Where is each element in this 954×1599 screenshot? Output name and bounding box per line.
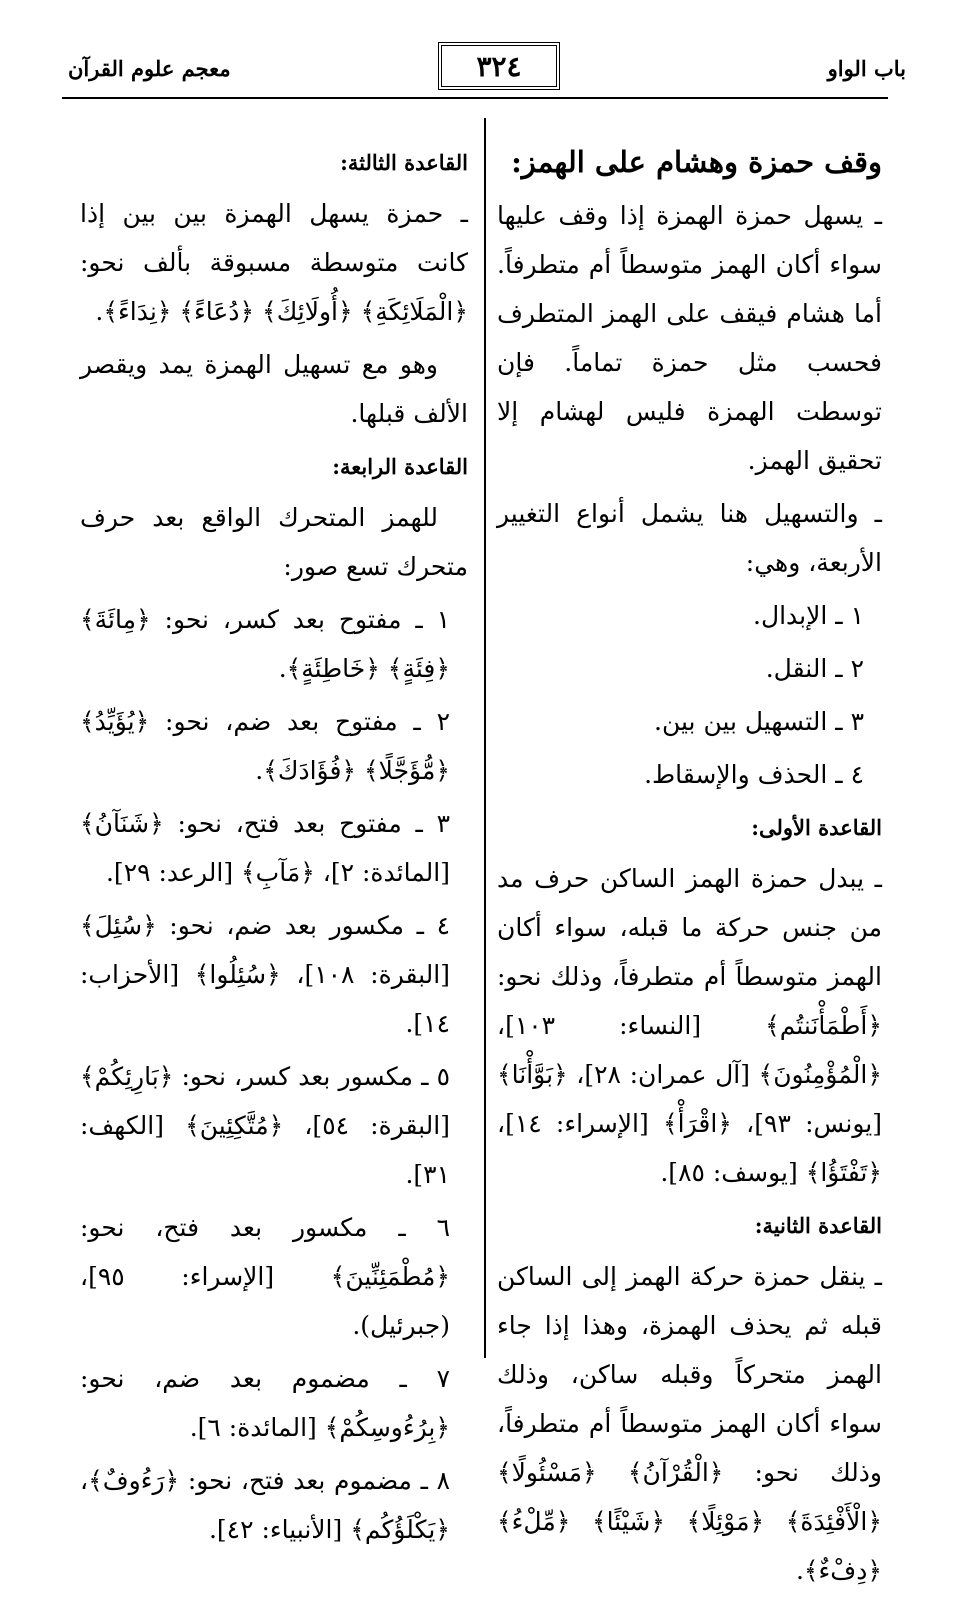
- list-item: ٦ ـ مكسور بعد فتح، نحو: ﴿مُطْمَئِنِّينَ﴾ [الإسراء: ٩٥]، (جبرئيل).: [80, 1213, 450, 1340]
- book-title: معجم علوم القرآن: [68, 56, 231, 81]
- paragraph: ـ حمزة يسهل الهمزة بين بين إذا كانت متوسطة مسبوقة بألف نحو: ﴿الْمَلَائِكَةِ﴾ ﴿أُولَائِكَ﴾ ﴿دُعَاءً﴾ ﴿نِدَاءً﴾.: [80, 199, 468, 326]
- paragraph: ـ يبدل حمزة الهمز الساكن حرف مد من جنس حركة ما قبله، سواء أكان الهمز متوسطاً أم متطرفاً، وذلك نحو: ﴿أَطْمَأْنَنتُم﴾ [النساء: ١٠٣]، ﴿الْمُؤْمِنُونَ﴾ [آل عمران: ٢٨]، ﴿بَوَّأْنَا﴾ [يونس: ٩٣]، ﴿اقْرَأْ﴾ [الإسراء: ١٤]، ﴿تَفْتَؤُا﴾ [يوسف: ٨٥].: [497, 864, 883, 1187]
- rule-heading: القاعدة الثالثة:: [340, 150, 468, 175]
- page-number: ٣٢٤: [438, 42, 560, 90]
- list-item: ١ ـ الإبدال.: [753, 601, 864, 630]
- rule-heading: القاعدة الثانية:: [754, 1213, 882, 1238]
- paragraph: للهمز المتحرك الواقع بعد حرف متحرك تسع صور:: [80, 503, 468, 581]
- paragraph: وهو مع تسهيل الهمزة يمد ويقصر الألف قبلها.: [80, 350, 468, 428]
- list-item: ٢ ـ النقل.: [765, 654, 864, 683]
- right-column: [497, 138, 882, 1599]
- rule-heading: القاعدة الرابعة:: [332, 454, 468, 479]
- section-title: وقف حمزة وهشام على الهمز:: [511, 145, 882, 179]
- paragraph: ـ يسهل حمزة الهمزة إذا وقف عليها سواء أكان الهمز متوسطاً أم متطرفاً. أما هشام فيقف على الهمز المتطرف فحسب مثل حمزة تماماً. فإن توسطت الهمزة فليس لهشام إلا تحقيق الهمز.: [497, 201, 882, 475]
- column-divider: [484, 118, 486, 1358]
- list-item: ٤ ـ مكسور بعد ضم، نحو: ﴿سُئِلَ﴾ [البقرة: ١٠٨]، ﴿سُئِلُوا﴾ [الأحزاب: ١٤].: [80, 911, 450, 1038]
- paragraph: ـ ينقل حمزة حركة الهمز إلى الساكن قبله ثم يحذف الهمزة، وهذا إذا جاء الهمز متحركاً وقبله ساكن، وذلك سواء أكان الهمز متوسطاً أم متطرفاً، وذلك نحو: ﴿الْقُرْآنُ﴾ ﴿مَسْئُولًا﴾ ﴿الْأَفْئِدَةَ﴾ ﴿مَوْئِلًا﴾ ﴿شَيْئًا﴾ ﴿مِّلْءُ﴾ ﴿دِفْءٌ﴾.: [497, 1262, 882, 1585]
- list-item: ٣ ـ مفتوح بعد فتح، نحو: ﴿شَنَآنُ﴾ [المائدة: ٢]، ﴿مَآبِ﴾ [الرعد: ٢٩].: [80, 809, 450, 887]
- page-header: [40, 36, 914, 96]
- list-item: ٨ ـ مضموم بعد فتح، نحو: ﴿رَءُوفٌ﴾، ﴿يَكْلَؤُكُم﴾ [الأنبياء: ٤٢].: [80, 1466, 450, 1544]
- list-item: ٥ ـ مكسور بعد كسر، نحو: ﴿بَارِئِكُمْ﴾ [البقرة: ٥٤]، ﴿مُتَّكِئِينَ﴾ [الكهف: ٣١].: [80, 1062, 450, 1189]
- list-item: ١ ـ مفتوح بعد كسر، نحو: ﴿مِائَةَ﴾ ﴿فِئَةٍ﴾ ﴿خَاطِئَةٍ﴾.: [80, 605, 450, 683]
- chapter-heading: باب الواو: [827, 56, 906, 81]
- list-item: ٧ ـ مضموم بعد ضم، نحو: ﴿بِرُءُوسِكُمْ﴾ [المائدة: ٦].: [80, 1364, 450, 1442]
- paragraph: ـ والتسهيل هنا يشمل أنواع التغيير الأربعة، وهي:: [497, 499, 882, 577]
- list-item: ٤ ـ الحذف والإسقاط.: [644, 760, 864, 789]
- left-column: [80, 138, 468, 1558]
- rule-heading: القاعدة الأولى:: [751, 815, 882, 840]
- list-item: ٣ ـ التسهيل بين بين.: [654, 707, 864, 736]
- list-item: ٢ ـ مفتوح بعد ضم، نحو: ﴿يُؤَيِّدُ﴾ ﴿مُّؤَجَّلًا﴾ ﴿فُؤَادَكَ﴾.: [80, 707, 450, 785]
- header-rule: [62, 97, 888, 99]
